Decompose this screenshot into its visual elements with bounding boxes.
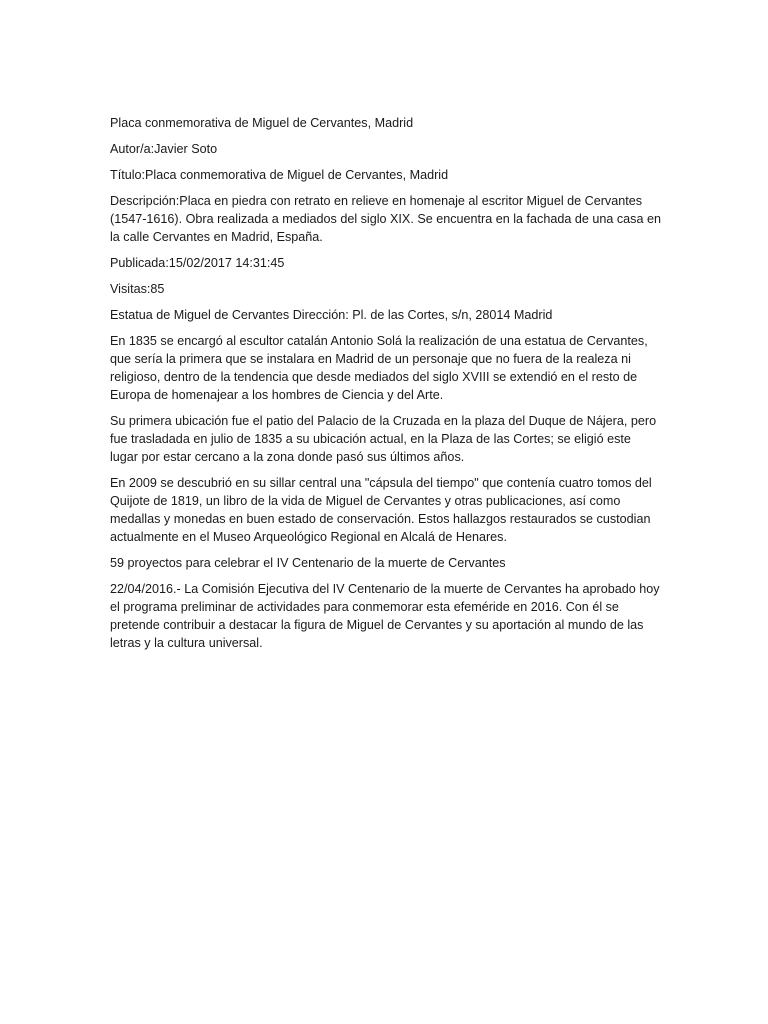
document-title: Placa conmemorativa de Miguel de Cervantes, Madrid [110, 116, 414, 130]
author-line: Autor/a:Javier Soto [110, 142, 218, 156]
title-line: Título:Placa conmemorativa de Miguel de Cervantes, Madrid [110, 168, 449, 182]
centenary-paragraph: 22/04/2016.- La Comisión Ejecutiva del IV Centenario de la muerte de Cervantes ha aprobado hoy el programa preliminar de actividades para conmemorar esta efeméride en 2016. Con él se pretende contribuir a destacar la figura de Miguel de Cervantes y su aportación al mundo de las letras y la cultura universal. [110, 582, 660, 650]
published-line: Publicada:15/02/2017 14:31:45 [110, 256, 285, 270]
centenary-heading: 59 proyectos para celebrar el IV Centenario de la muerte de Cervantes [110, 556, 506, 570]
statue-history-paragraph: En 1835 se encargó al escultor catalán Antonio Solá la realización de una estatua de Cervantes, que sería la primera que se instalara en Madrid de un personaje que no fuera de la realeza ni religioso, dentro de la tendencia que desde mediados del siglo XVIII se extendió en el resto de Europa de homenajear a los hombres de Ciencia y del Arte. [110, 334, 648, 402]
statue-location-paragraph: Su primera ubicación fue el patio del Palacio de la Cruzada en la plaza del Duque de Nájera, pero fue trasladada en julio de 1835 a su ubicación actual, en la Plaza de las Cortes; se eligió este lugar por estar cercano a la zona donde pasó sus últimos años. [110, 414, 657, 464]
time-capsule-paragraph: En 2009 se descubrió en su sillar central una "cápsula del tiempo" que contenía cuatro tomos del Quijote de 1819, un libro de la vida de Miguel de Cervantes y otras publicaciones, así como medallas y monedas en buen estado de conservación. Estos hallazgos restaurados se custodian actualmente en el Museo Arqueológico Regional en Alcalá de Henares. [110, 476, 652, 544]
description-paragraph: Descripción:Placa en piedra con retrato en relieve en homenaje al escritor Miguel de Cervantes (1547-1616). Obra realizada a mediados del siglo XIX. Se encuentra en la fachada de una casa en la calle Cervantes en Madrid, España. [110, 194, 661, 244]
statue-heading: Estatua de Miguel de Cervantes Dirección: Pl. de las Cortes, s/n, 28014 Madrid [110, 308, 553, 322]
visits-line: Visitas:85 [110, 282, 165, 296]
document-body [110, 114, 662, 660]
